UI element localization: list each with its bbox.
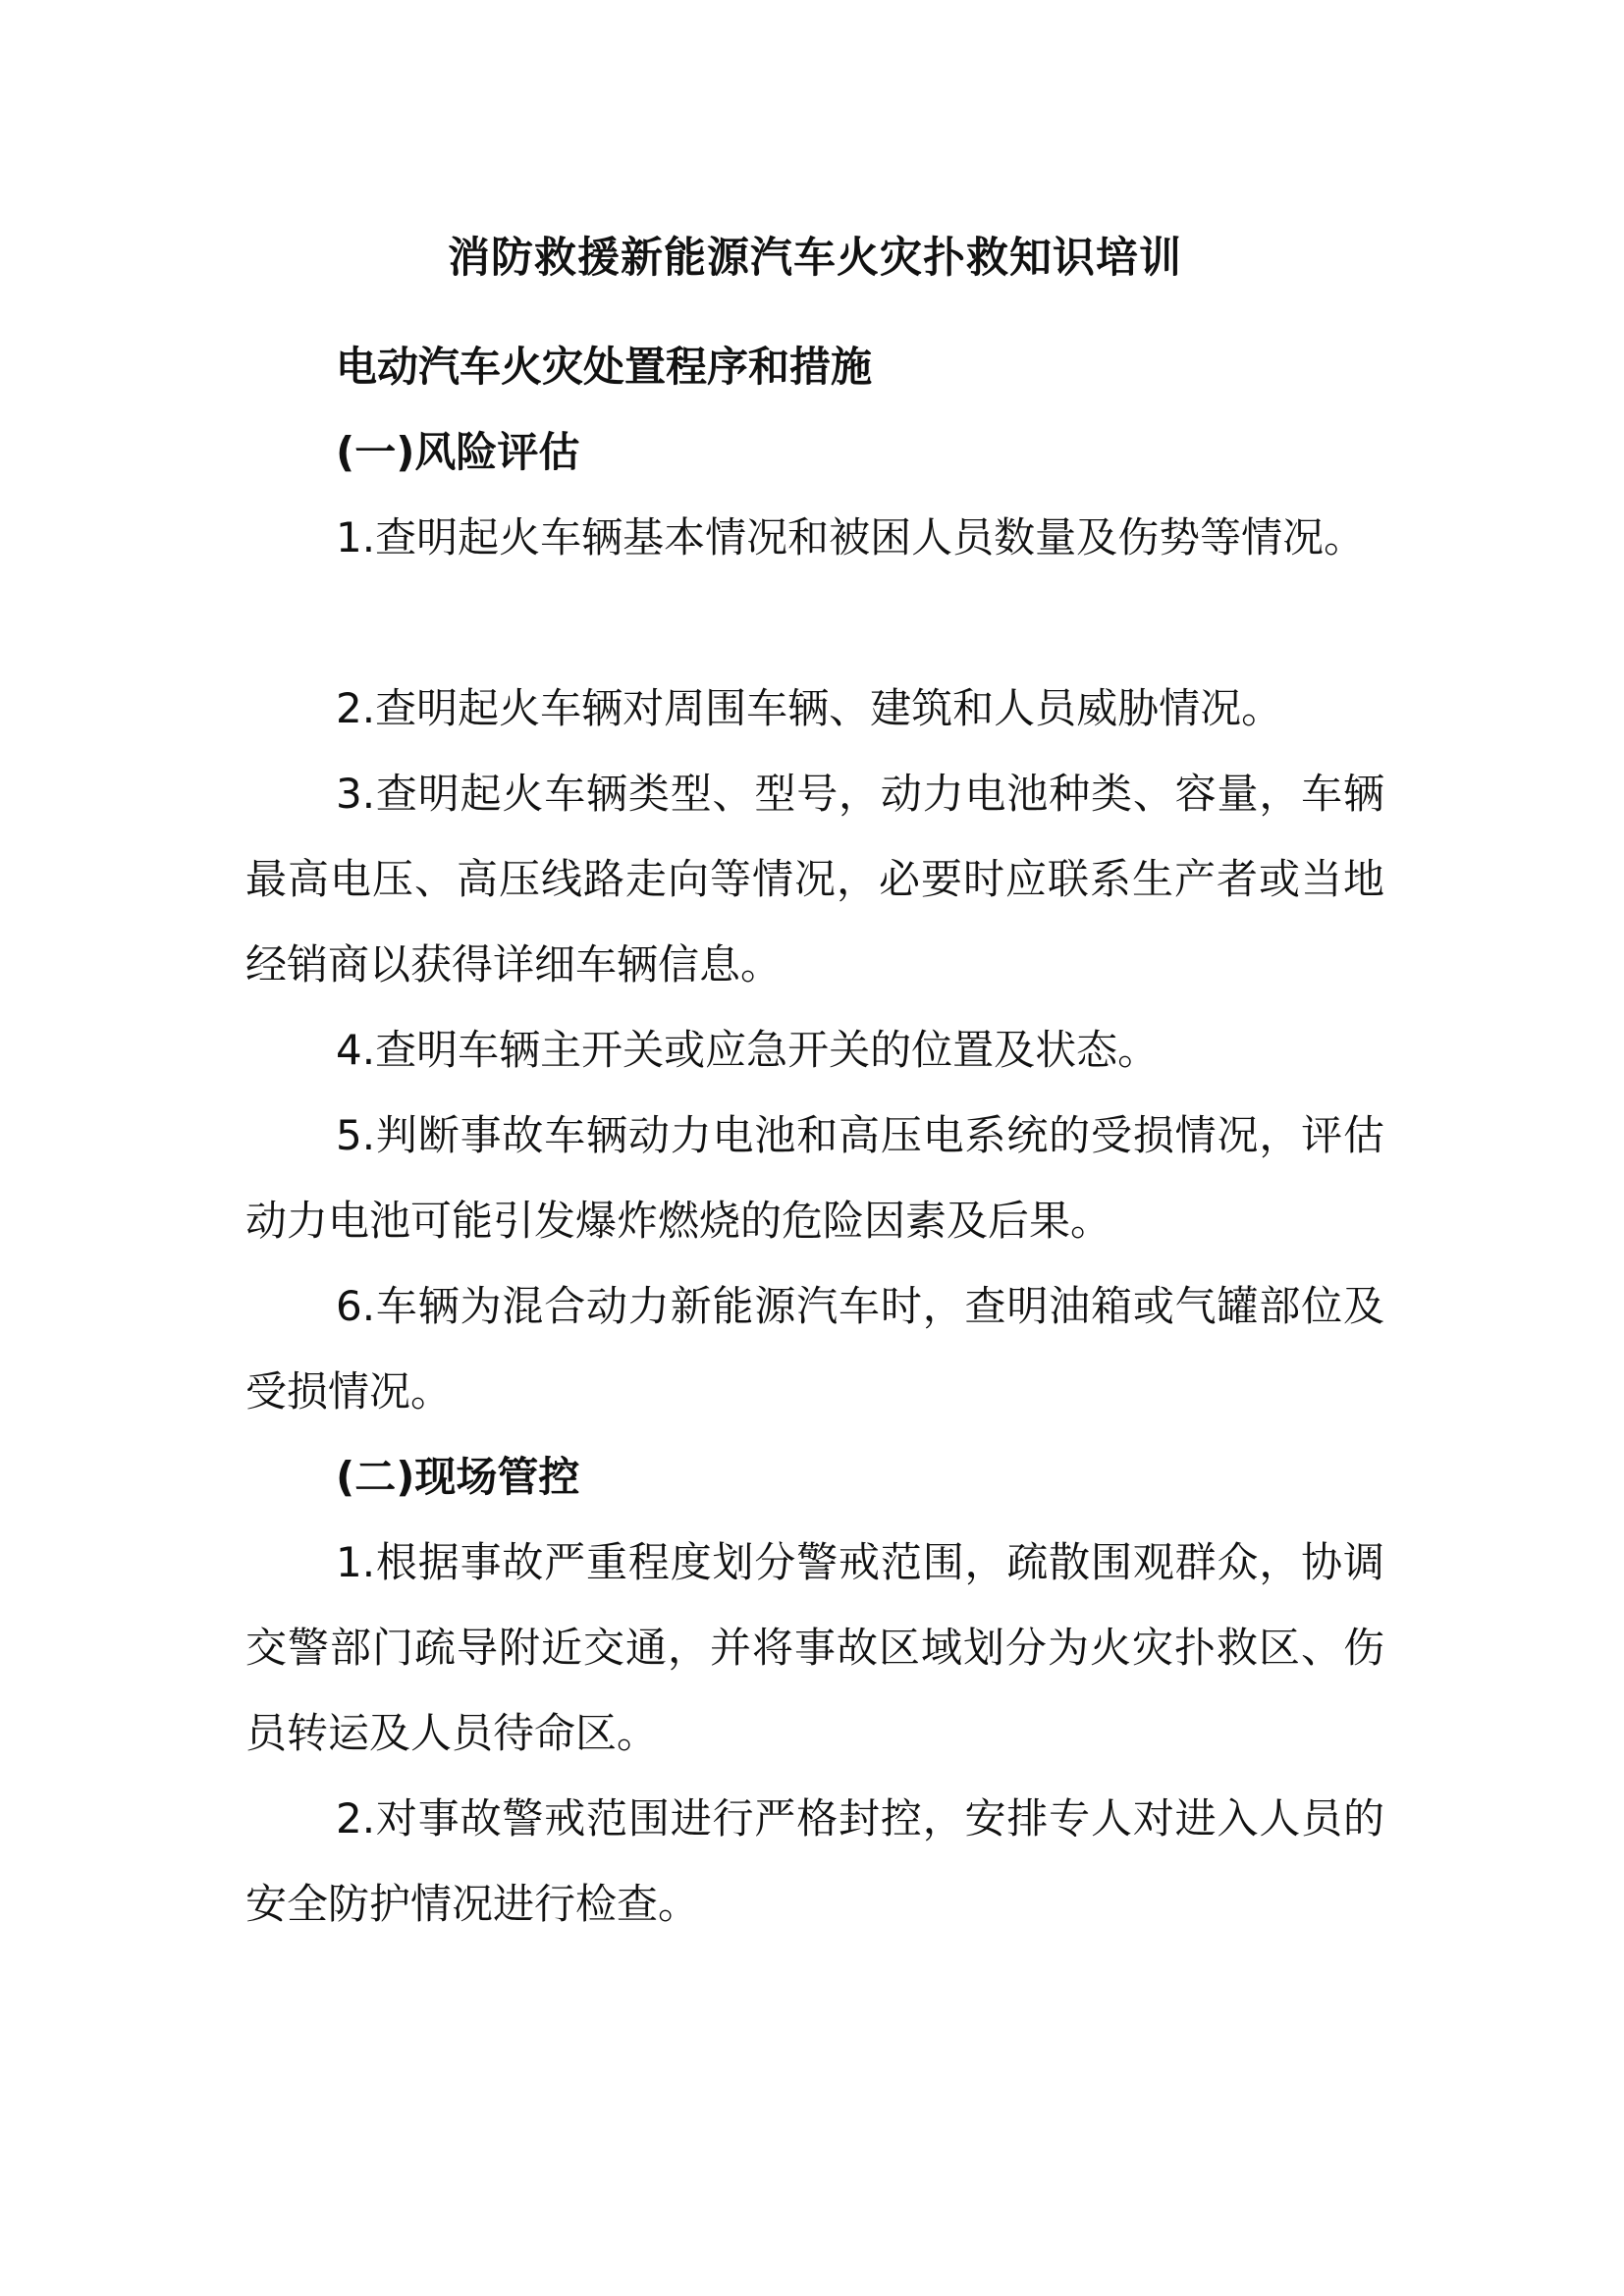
paragraph-item: 3.查明起火车辆类型、型号，动力电池种类、容量，车辆最高电压、高压线路走向等情况，必要时应联系生产者或当地经销商以获得详细车辆信息。 [245,770,1384,988]
paragraph-item: 5.判断事故车辆动力电池和高压电系统的受损情况，评估动力电池可能引发爆炸燃烧的危险因素及后果。 [245,1111,1384,1245]
subsection-heading-risk-assessment: (一)风险评估 [336,428,580,476]
paragraph-item: 1.根据事故严重程度划分警戒范围，疏散围观群众，协调交警部门疏导附近交通，并将事故区域划分为火灾扑救区、伤员转运及人员待命区。 [245,1538,1384,1757]
paragraph-item: 4.查明车辆主开关或应急开关的位置及状态。 [336,1026,1160,1074]
subsection-heading-site-control: (二)现场管控 [336,1453,580,1501]
paragraph-item: 1.查明起火车辆基本情况和被困人员数量及伤势等情况。 [336,513,1366,561]
paragraph-item: 2.查明起火车辆对周围车辆、建筑和人员威胁情况。 [336,684,1283,732]
paragraph-item: 6.车辆为混合动力新能源汽车时，查明油箱或气罐部位及受损情况。 [245,1282,1384,1415]
section-heading: 电动汽车火灾处置程序和措施 [336,343,873,391]
paragraph-item: 2.对事故警戒范围进行严格封控，安排专人对进入人员的安全防护情况进行检查。 [245,1794,1384,1928]
document-title: 消防救援新能源汽车火灾扑救知识培训 [448,234,1182,283]
